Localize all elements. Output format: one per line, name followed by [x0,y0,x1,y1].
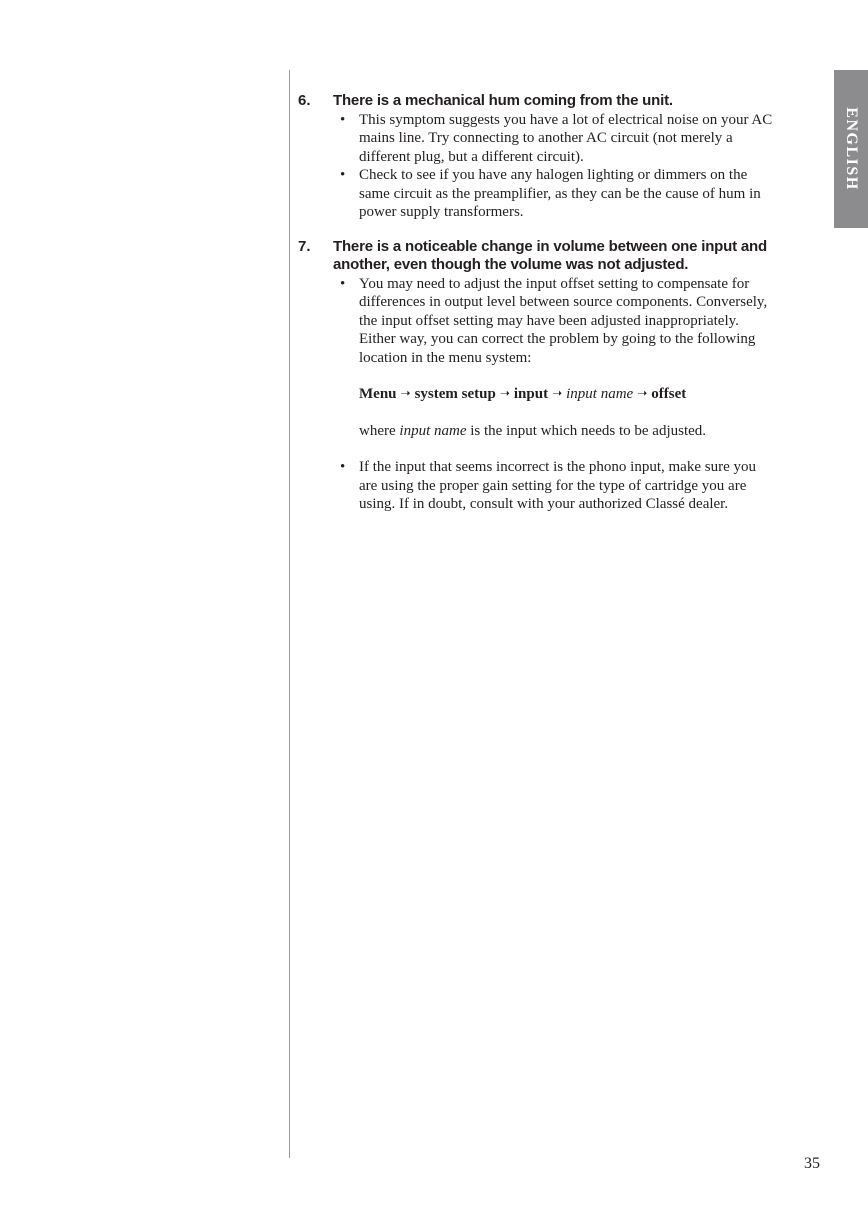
menu-path-step: Menu [359,386,397,402]
list-item [333,111,778,167]
troubleshooting-content [298,92,778,530]
arrow-right-icon: ➝ [400,386,411,400]
arrow-right-icon: ➝ [499,386,510,400]
arrow-right-icon: ➝ [552,386,563,400]
bullet-text: You may need to adjust the input offset setting to compensate for differences in output level between source components. Conversely, the input offset setting may have been adjusted inappropriately. Either way, you can correct the problem by going to the following location in the menu system: [359,275,768,366]
language-tab [834,70,868,228]
language-tab-label: ENGLISH [843,107,860,191]
bullet-icon: • [340,167,346,183]
note-prefix: where [359,422,400,439]
menu-path-step: input name [566,386,634,402]
column-divider [289,70,290,1158]
bullet-text: This symptom suggests you have a lot of electrical noise on your AC mains line. Try connecting to another AC circuit (not merely a different plug, but a different circuit). [359,111,773,165]
bullet-text: Check to see if you have any halogen lighting or dimmers on the same circuit as the preamplifier, as they can be the cause of hum in power supply transformers. [359,167,761,220]
troubleshooting-item-6 [298,92,778,222]
troubleshooting-item-7 [298,238,778,514]
note-term: input name [399,422,467,439]
item-heading [298,238,778,275]
menu-path-step: system setup [414,386,496,402]
bullet-list [298,111,778,222]
list-item [333,275,778,368]
bullet-list [298,275,778,368]
menu-path-step: offset [651,386,687,402]
menu-path-step: input [513,386,549,402]
item-number: 7. [298,237,311,255]
menu-path-note [359,422,778,441]
bullet-icon: • [340,111,346,128]
bullet-text: If the input that seems incorrect is the phono input, make sure you are using the proper gain setting for the type of cartridge you are using. If in doubt, consult with your authorized Classé dealer. [359,459,756,512]
note-suffix: is the input which needs to be adjusted. [466,422,707,439]
page-number: 35 [804,1155,820,1172]
bullet-list [298,458,778,514]
item-title: There is a mechanical hum coming from the unit. [333,92,673,109]
bullet-icon: • [340,459,346,475]
item-number: 6. [298,92,311,109]
list-item [333,166,778,222]
bullet-icon: • [340,275,346,292]
list-item [333,458,778,514]
menu-path [359,385,778,404]
item-title: There is a noticeable change in volume between one input and another, even though the volume was not adjusted. [333,237,767,273]
item-heading [298,92,778,111]
arrow-right-icon: ➝ [637,386,648,400]
